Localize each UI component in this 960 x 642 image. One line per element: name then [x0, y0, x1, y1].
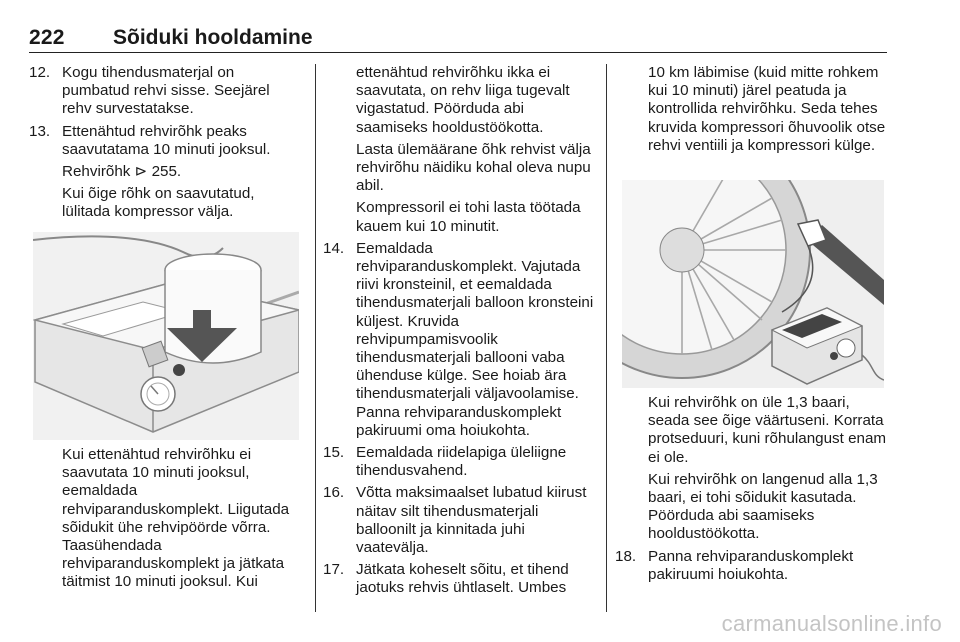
step-text: Panna rehviparanduskomplekt pakiruumi hoiukohta. [648, 547, 854, 583]
step-17 [323, 561, 598, 597]
step-text: Jätkata koheselt sõitu, et tihend jaotuks rehvis ühtlaselt. Umbes [356, 561, 569, 597]
column-1 [29, 64, 301, 226]
column-divider [606, 64, 607, 612]
step-14 [323, 240, 598, 440]
page-number: 222 [29, 26, 65, 49]
watermark: carmanualsonline.info [721, 611, 942, 636]
step-number: 17. [323, 561, 345, 579]
step-text: Võtta maksimaalset lubatud kiirust näitav silt tihendusmaterjali balloonilt ja kinnitada juhi vaatevälja. [356, 484, 587, 557]
step-text: Eemaldada rehviparanduskomplekt. Vajutada riivi kronsteinil, et eemaldada tihendusmaterjali balloon kronsteini küljest. Kruvida rehvipumpamisvoolik tihendusmaterjali ballooni vaba ühenduse külge. See hoiab ära tihendusmaterjali väljavoolamise. Panna rehviparanduskomplekt pakiruumi oma hoiukohta. [356, 239, 594, 439]
column-1-lower [29, 446, 301, 596]
paragraph-check-pressure: 10 km läbimise (kuid mitte rohkem kui 10 minuti) järel peatuda ja kontrollida rehvirõhku. Seda tehes kruvida kompressori õhuvoolik otse rehvi ventiili ja kompressori külge. [648, 64, 886, 154]
step-text: Ettenähtud rehvirõhk peaks saavutatama 10 minuti jooksul. [62, 122, 271, 158]
reference-page: 255. [151, 163, 182, 181]
step-15 [323, 444, 598, 480]
cross-reference [29, 163, 301, 181]
wheel-compressor-illustration [622, 180, 884, 388]
paragraph-continued: ettenähtud rehvirõhku ikka ei saavutata, on rehv liiga tugevalt vigastatud. Pöörduda abi saamiseks hooldustöökotta. [356, 64, 570, 136]
paragraph-pressure-below: Kui rehvirõhk on langenud alla 1,3 baari, ei tohi sõidukit kasutada. Pöörduda abi saamiseks hooldustöökotta. [648, 470, 878, 543]
step-text: Eemaldada riidelapiga üleliigne tihendusvahend. [356, 444, 567, 480]
paragraph-pressure-above: Kui rehvirõhk on üle 1,3 baari, seada see õige väärtuseni. Korrata protseduuri, kuni rõhulangust enam ei ole. [648, 394, 887, 466]
step-13 [29, 123, 301, 159]
paragraph-release-excess: Lasta ülemäärane õhk rehvist välja rehvirõhu näidiku kohal oleva nupu abil. [356, 140, 591, 195]
page-header [29, 26, 887, 53]
paragraph-compressor-off: Kui õige rõhk on saavutatud, lülitada kompressor välja. [62, 185, 255, 221]
step-16 [323, 484, 598, 557]
reference-text: Rehvirõhk [62, 163, 131, 181]
step-number: 12. [29, 64, 51, 81]
paragraph-time-limit: Kompressoril ei tohi lasta töötada kauem kui 10 minutit. [356, 199, 581, 235]
column-3 [615, 64, 890, 159]
step-number: 15. [323, 444, 345, 462]
step-number: 16. [323, 484, 345, 502]
step-number: 13. [29, 122, 51, 140]
step-12 [29, 64, 301, 119]
paragraph-pressure-not-reached: Kui ettenähtud rehvirõhku ei saavutata 10 minuti jooksul, eemaldada rehviparanduskomplekt. Liigutada sõidukit ühe rehvipöörde võrra. Taasühendada rehviparanduskomplekt ja jätkata täitmist 10 minuti jooksul. Kui [62, 446, 290, 591]
column-divider [315, 64, 316, 612]
column-3-lower [615, 394, 890, 588]
compressor-gauge-illustration [33, 232, 299, 440]
column-2 [323, 64, 598, 602]
step-number: 14. [323, 239, 345, 257]
step-number: 18. [615, 547, 637, 565]
reference-arrow-icon: ⊳ [134, 163, 148, 181]
step-18 [615, 548, 890, 584]
page-title: Sõiduki hooldamine [113, 26, 313, 49]
step-text: Kogu tihendusmaterjal on pumbatud rehvi sisse. Seejärel rehv survestatakse. [62, 64, 270, 118]
